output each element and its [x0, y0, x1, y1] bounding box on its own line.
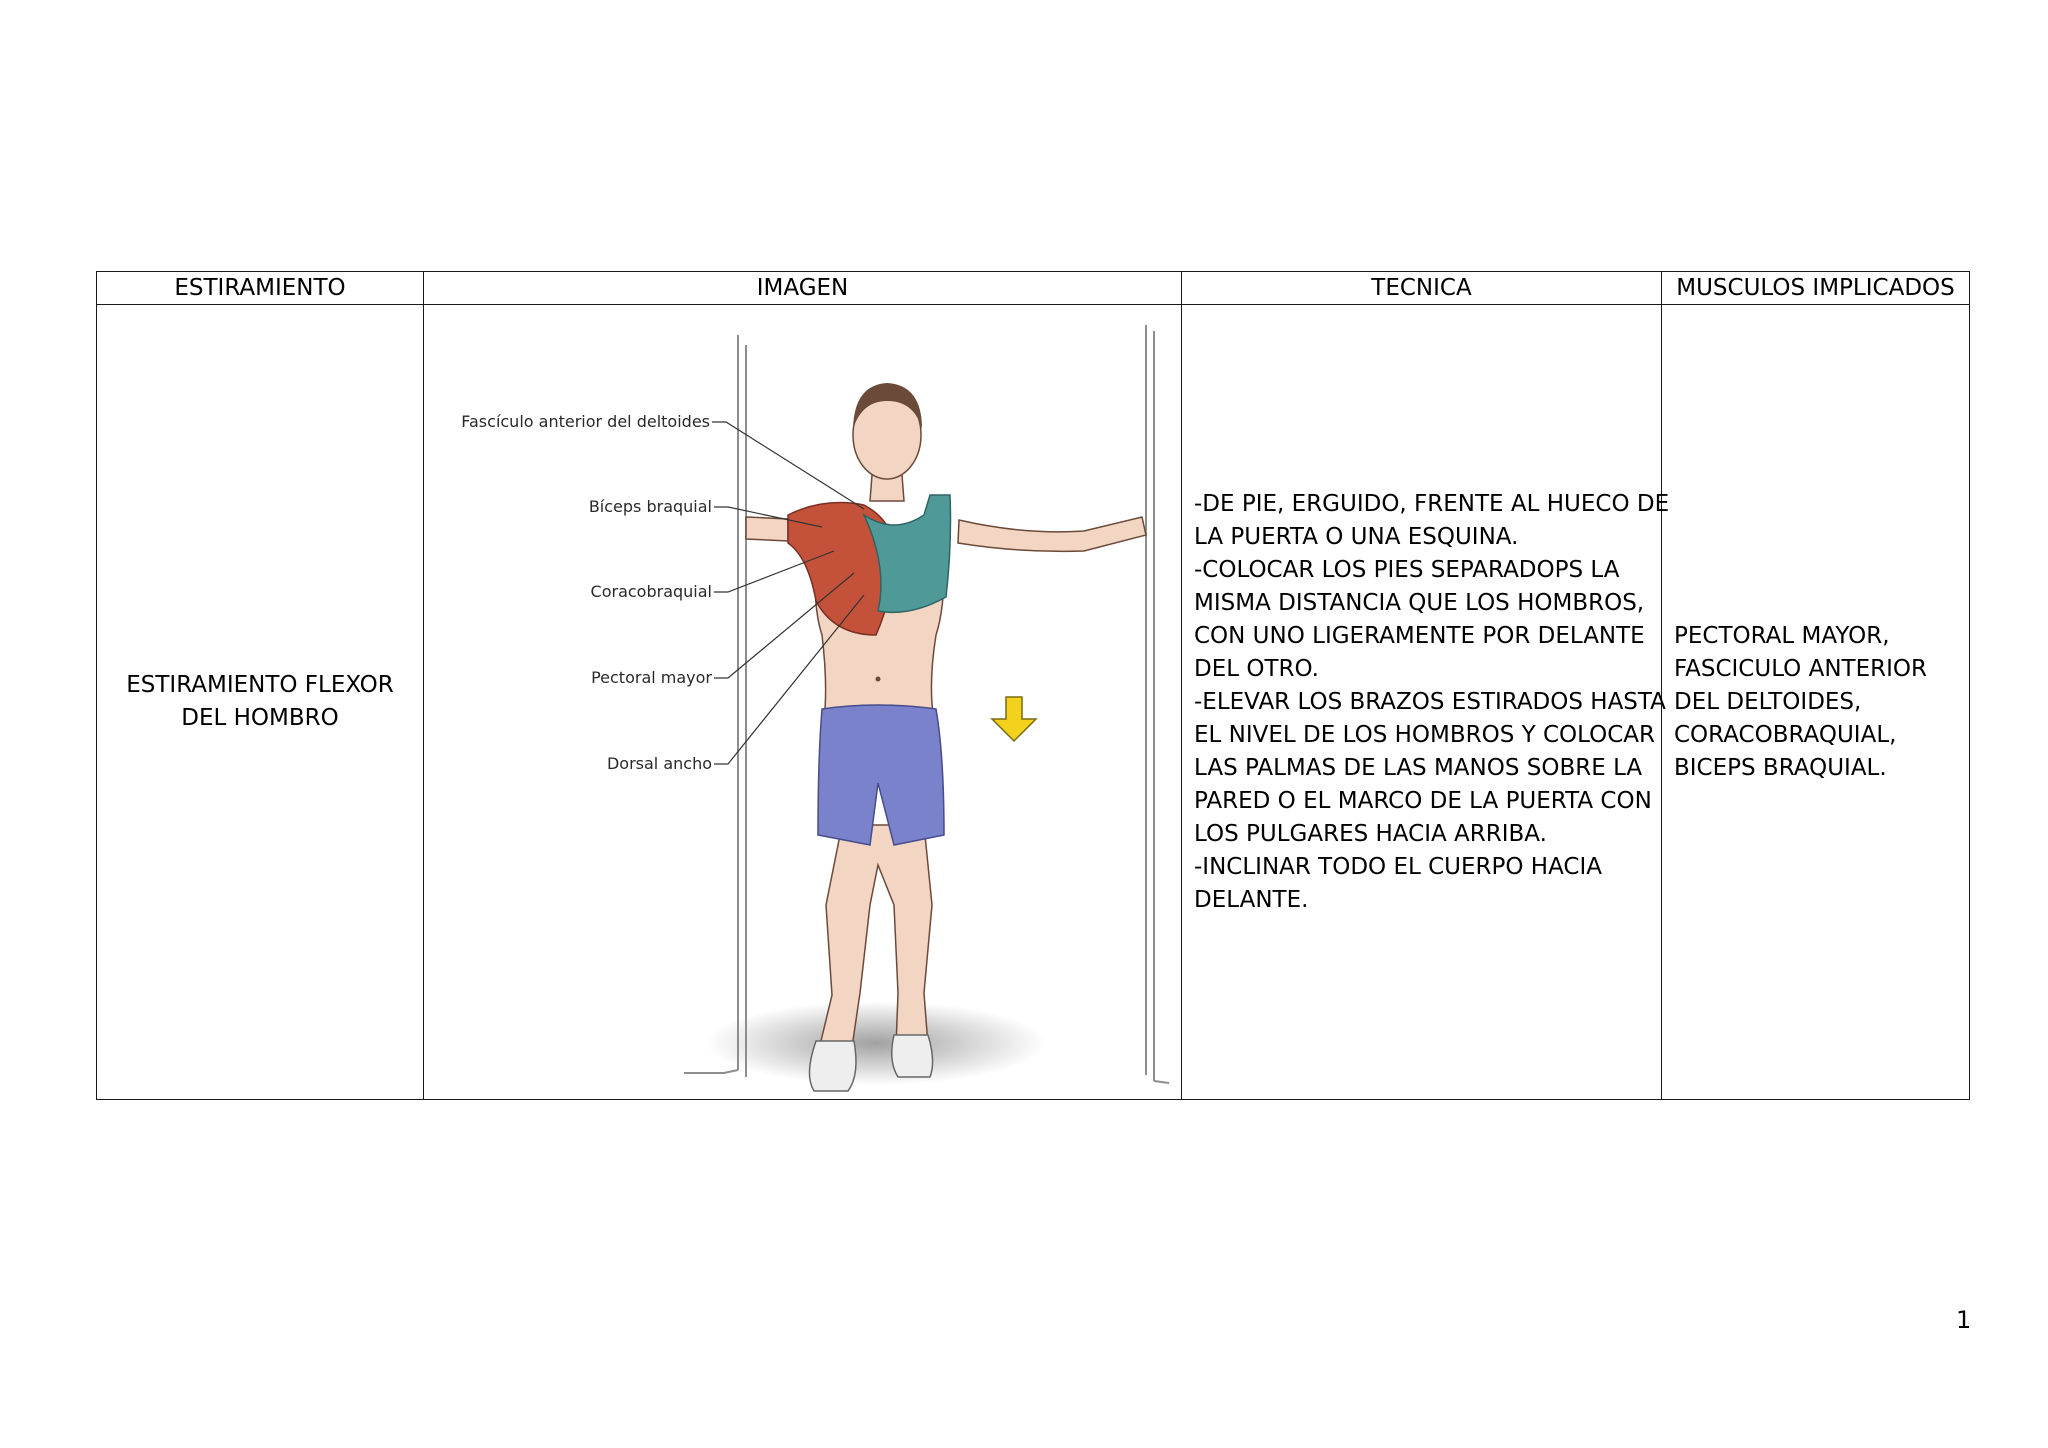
shorts: [818, 705, 944, 845]
tecnica-line: PARED O EL MARCO DE LA PUERTA CON: [1194, 787, 1652, 814]
tecnica-line: LAS PALMAS DE LAS MANOS SOBRE LA: [1194, 754, 1643, 781]
estiramiento-line: ESTIRAMIENTO FLEXOR: [126, 672, 394, 698]
tecnica-line: MISMA DISTANCIA QUE LOS HOMBROS,: [1194, 589, 1645, 616]
estiramiento-line: DEL HOMBRO: [181, 705, 339, 731]
tecnica-line: -INCLINAR TODO EL CUERPO HACIA: [1194, 853, 1603, 880]
page-number: 1: [1956, 1306, 1972, 1334]
header-estiramiento: ESTIRAMIENTO: [97, 272, 424, 305]
stretch-illustration: [424, 305, 1180, 1099]
musculos-line: PECTORAL MAYOR,: [1674, 622, 1890, 649]
right-shoe: [892, 1035, 933, 1077]
musculos-line: FASCICULO ANTERIOR: [1674, 655, 1927, 682]
direction-arrow-icon: [992, 697, 1036, 741]
header-musculos: MUSCULOS IMPLICADOS: [1662, 272, 1970, 305]
label-biceps-braquial: Bíceps braquial: [588, 497, 712, 516]
table-row: [97, 305, 1970, 1100]
label-dorsal-ancho: Dorsal ancho: [606, 754, 712, 773]
floor-shadow: [706, 1001, 1046, 1085]
table-header-row: [97, 272, 1970, 305]
label-coracobraquial: Coracobraquial: [590, 582, 712, 601]
cell-imagen: [424, 305, 1182, 1100]
header-tecnica: TECNICA: [1182, 272, 1662, 305]
label-pectoral-mayor: Pectoral mayor: [591, 668, 712, 687]
musculos-line: BICEPS BRAQUIAL.: [1674, 754, 1887, 781]
tecnica-line: CON UNO LIGERAMENTE POR DELANTE: [1194, 622, 1645, 649]
right-arm: [958, 517, 1146, 551]
tecnica-line: DELANTE.: [1194, 886, 1309, 913]
left-shoe: [809, 1041, 856, 1091]
label-fasciculo-anterior: Fascículo anterior del deltoides: [461, 412, 710, 431]
musculos-line: DEL DELTOIDES,: [1674, 688, 1862, 715]
tecnica-line: -ELEVAR LOS BRAZOS ESTIRADOS HASTA: [1194, 688, 1666, 715]
tecnica-line: -DE PIE, ERGUIDO, FRENTE AL HUECO DE: [1194, 490, 1670, 517]
cell-estiramiento: [97, 305, 424, 1100]
left-arm: [746, 517, 788, 541]
navel: [876, 677, 881, 682]
tecnica-line: DEL OTRO.: [1194, 655, 1319, 682]
header-imagen: IMAGEN: [424, 272, 1182, 305]
tecnica-line: -COLOCAR LOS PIES SEPARADOPS LA: [1194, 556, 1620, 583]
tecnica-line: LA PUERTA O UNA ESQUINA.: [1194, 523, 1519, 550]
cell-tecnica: [1182, 305, 1670, 1100]
stretch-table: [96, 271, 1970, 1100]
musculos-line: CORACOBRAQUIAL,: [1674, 721, 1897, 748]
tecnica-line: LOS PULGARES HACIA ARRIBA.: [1194, 820, 1547, 847]
cell-musculos: [1662, 305, 1970, 1100]
tecnica-line: EL NIVEL DE LOS HOMBROS Y COLOCAR: [1194, 721, 1656, 748]
